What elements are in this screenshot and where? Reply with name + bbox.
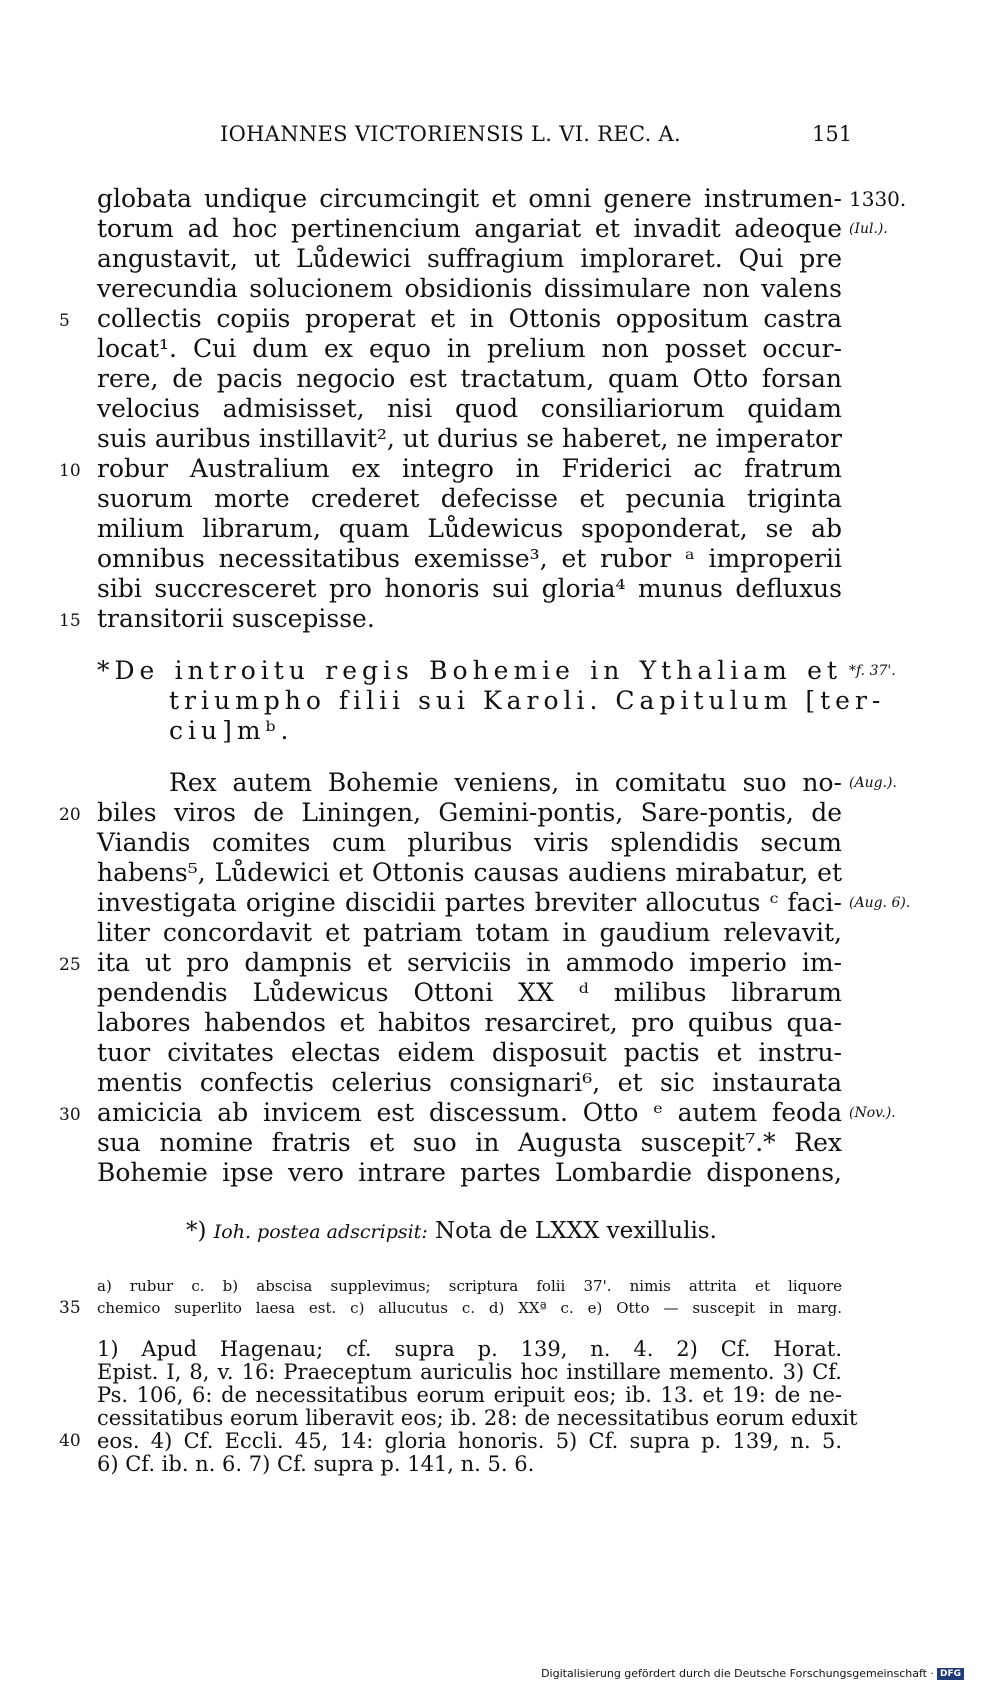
- line-number: 25: [59, 955, 81, 975]
- body-line: [97, 574, 842, 604]
- footnote-line-text: Ps. 106, 6: de necessitatibus eorum eripuit eos; ib. 13. et 19: de ne-: [97, 1383, 842, 1407]
- body-line-text: liter concordavit et patriam totam in gaudium relevavit,: [97, 918, 842, 947]
- body-line-text: labores habendos et habitos resarciret, pro quibus qua-: [97, 1008, 842, 1037]
- body-line: [97, 244, 842, 274]
- footnote-line: [97, 1338, 842, 1361]
- body-line: [97, 514, 842, 544]
- margin-date-note: (Aug.).: [849, 775, 897, 791]
- body-line-text: biles viros de Liningen, Gemini-pontis, Sare-pontis, de: [97, 798, 842, 827]
- body-line-text: tuor civitates electas eidem disposuit pactis et instru-: [97, 1038, 842, 1067]
- body-line-text: Bohemie ipse vero intrare partes Lombardie disponens,: [97, 1158, 842, 1187]
- body-line: [97, 214, 888, 244]
- body-line: [97, 484, 842, 514]
- margin-date-note: 1330.: [849, 187, 907, 211]
- body-line-text: ita ut pro dampnis et serviciis in ammodo imperio im-: [97, 948, 842, 977]
- running-header: [0, 122, 1000, 154]
- line-number: 35: [59, 1298, 81, 1318]
- body-line-text: pendendis Lůdewicus Ottoni XX ᵈ milibus librarum: [97, 978, 842, 1007]
- footnote-line-text: cessitatibus eorum liberavit eos; ib. 28: de necessitatibus eorum eduxit: [97, 1406, 858, 1430]
- dfg-logo: DFG: [937, 1668, 964, 1680]
- body-line-text: collectis copiis properat et in Ottonis oppositum castra: [97, 304, 842, 333]
- body-line-text: omnibus necessitatibus exemisse³, et rubor ᵃ improperii: [97, 544, 842, 573]
- critical-apparatus: [59, 1275, 842, 1319]
- footnote-line-text: Epist. I, 8, v. 16: Praeceptum auriculis hoc instillare memento. 3) Cf.: [97, 1360, 842, 1384]
- body-line: [97, 394, 842, 424]
- body-line-text: sua nomine fratris et suo in Augusta suscepit⁷.* Rex: [97, 1128, 842, 1157]
- body-line-text: suorum morte crederet defecisse et pecunia triginta: [97, 484, 842, 513]
- body-line-text: suis auribus instillavit², ut durius se haberet, ne imperator: [97, 424, 842, 453]
- margin-date-note: *f. 37'.: [849, 663, 896, 679]
- body-line-text: sibi succresceret pro honoris sui gloria⁴ munus defluxus: [97, 574, 842, 603]
- body-line-text: torum ad hoc pertinencium angariat et invadit adeoque: [97, 214, 842, 243]
- footnote-line: [97, 1406, 858, 1430]
- body-line-text: triumpho filii sui Karoli. Capitulum [ter-: [169, 686, 886, 715]
- main-text: [59, 184, 911, 1188]
- apparatus-line: [59, 1297, 842, 1319]
- body-line: [97, 686, 886, 716]
- digitization-credit: [541, 1667, 964, 1680]
- body-line: [97, 1008, 842, 1038]
- body-line-text: angustavit, ut Lůdewici suffragium imploraret. Qui pre: [97, 244, 842, 273]
- body-line: [59, 1098, 896, 1128]
- body-line: [97, 184, 907, 214]
- line-number: 10: [59, 461, 81, 481]
- apparatus-line-text: chemico superlito laesa est. c) allucutus c. d) XXª c. e) Otto — suscepit in marg.: [97, 1299, 842, 1317]
- footnote-line: [97, 1384, 842, 1407]
- footnote-line: [97, 1361, 842, 1384]
- body-line-text: Rex autem Bohemie veniens, in comitatu suo no-: [169, 768, 842, 797]
- body-line: [97, 828, 842, 858]
- body-line-text: mentis confectis celerius consignari⁶, et sic instaurata: [97, 1068, 842, 1097]
- margin-date-note: (Aug. 6).: [849, 895, 911, 911]
- margin-date-note: (Nov.).: [849, 1105, 896, 1121]
- body-line: [97, 1128, 842, 1158]
- line-number: 20: [59, 805, 81, 825]
- body-line-text: amicicia ab invicem est discessum. Otto ᵉ autem feoda: [97, 1098, 842, 1127]
- line-number: 30: [59, 1105, 81, 1125]
- line-number: 5: [59, 311, 70, 331]
- body-line-text: verecundia solucionem obsidionis dissimulare non valens: [97, 274, 842, 303]
- body-line: [97, 918, 842, 948]
- footnotes: [59, 1337, 858, 1476]
- body-line-text: habens⁵, Lůdewici et Ottonis causas audiens mirabatur, et: [97, 858, 842, 887]
- body-line: [97, 716, 842, 746]
- body-line: [97, 1068, 842, 1098]
- body-line: [97, 656, 896, 686]
- body-line: [97, 768, 897, 798]
- body-line: [97, 334, 842, 364]
- body-line: [97, 274, 842, 304]
- body-line-text: ciu]mᵇ.: [169, 716, 294, 745]
- footnote-line-text: 6) Cf. ib. n. 6. 7) Cf. supra p. 141, n. 5. 6.: [97, 1452, 535, 1476]
- line-number: 40: [59, 1431, 81, 1451]
- marginal-star-note: [186, 1218, 717, 1244]
- footnote-line: [59, 1429, 842, 1453]
- body-line: [59, 304, 842, 334]
- body-line: [97, 978, 842, 1008]
- body-line: [59, 454, 842, 484]
- credit-text: Digitalisierung gefördert durch die Deutsche Forschungsgemeinschaft ·: [541, 1667, 934, 1680]
- body-line: [97, 364, 842, 394]
- body-line-text: robur Australium ex integro in Friderici ac fratrum: [97, 454, 842, 483]
- footnote-line: [97, 1453, 842, 1476]
- body-line: [59, 948, 842, 978]
- body-line-text: globata undique circumcingit et omni genere instrumen-: [97, 184, 842, 213]
- body-line-text: Viandis comites cum pluribus viris splendidis secum: [97, 828, 842, 857]
- line-number: 15: [59, 611, 81, 631]
- apparatus-line: [97, 1275, 842, 1297]
- body-line-text: milium librarum, quam Lůdewicus spoponderat, se ab: [97, 514, 842, 543]
- page-number: 151: [812, 122, 853, 146]
- body-line: [97, 1038, 842, 1068]
- body-line: [59, 798, 842, 828]
- star-note-text: Nota de LXXX vexillulis.: [427, 1218, 717, 1244]
- body-line-text: locat¹. Cui dum ex equo in prelium non posset occur-: [97, 334, 842, 363]
- body-line: [97, 1158, 842, 1188]
- body-line: [97, 424, 842, 454]
- body-line-text: rere, de pacis negocio est tractatum, quam Otto forsan: [97, 364, 842, 393]
- body-line-text: transitorii suscepisse.: [97, 604, 375, 633]
- running-title: IOHANNES VICTORIENSIS L. VI. REC. A.: [220, 122, 681, 146]
- body-line-text: *De introitu regis Bohemie in Ythaliam et: [97, 656, 842, 685]
- body-line-text: velocius admisisset, nisi quod consiliariorum quidam: [97, 394, 842, 423]
- body-line: [97, 544, 842, 574]
- body-line: [97, 888, 911, 918]
- apparatus-line-text: a) rubur c. b) abscisa supplevimus; scriptura folii 37'. nimis attrita et liquore: [97, 1277, 842, 1295]
- margin-date-note: (Iul.).: [849, 221, 888, 237]
- footnote-line-text: 1) Apud Hagenau; cf. supra p. 139, n. 4. 2) Cf. Horat.: [97, 1337, 842, 1361]
- body-line-text: investigata origine discidii partes breviter allocutus ᶜ faci-: [97, 888, 842, 917]
- body-line: [59, 604, 842, 634]
- footnote-line-text: eos. 4) Cf. Eccli. 45, 14: gloria honoris. 5) Cf. supra p. 139, n. 5.: [97, 1429, 842, 1453]
- star-note-italic: Ioh. postea adscripsit:: [213, 1221, 428, 1243]
- star-note-marker: *): [186, 1218, 214, 1244]
- body-line: [97, 858, 842, 888]
